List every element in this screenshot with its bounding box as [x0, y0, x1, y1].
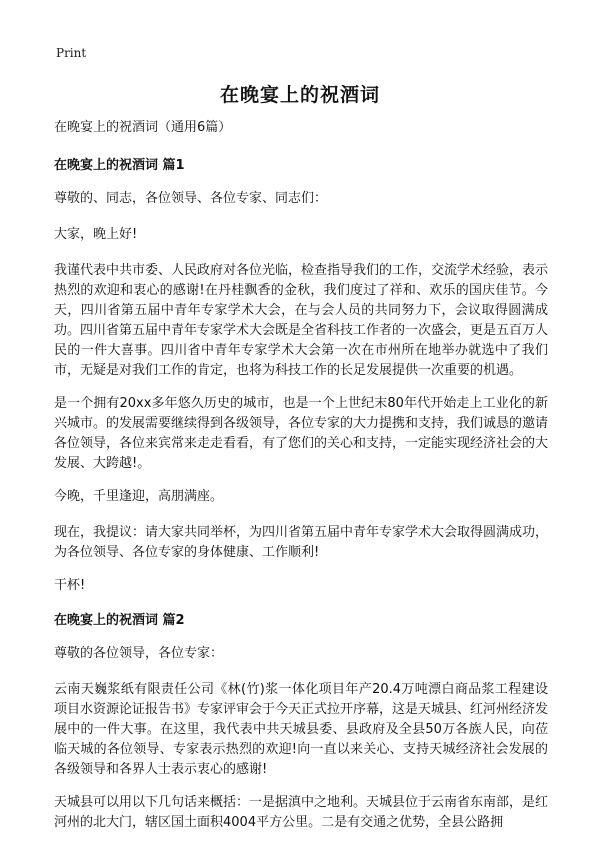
paragraph: 天城县可以用以下几句话来概括：一是据滇中之地利。天城县位于云南省东南部，是红河州的北大门，辖区国土面积4004平方公里。二是有交通之优势，全县公路拥 [54, 795, 549, 830]
paragraph: 尊敬的各位领导，各位专家： [54, 646, 224, 661]
document-body [54, 119, 548, 846]
document-subtitle: 在晚宴上的祝酒词（通用6篇） [54, 120, 232, 135]
print-link[interactable]: Print [56, 46, 87, 60]
paragraph: 尊敬的、同志，各位领导、各位专家、同志们： [54, 191, 328, 206]
paragraph: 今晚，千里逢迎，高朋满座。 [54, 489, 224, 504]
paragraph: 大家，晚上好! [54, 227, 138, 242]
section-1 [54, 157, 548, 596]
paragraph: 云南天巍浆纸有限责任公司《林(竹)浆一体化项目年产20.4万吨漂白商品浆工程建设项目水资源论证报告书》专家评审会于今天正式拉开序幕，这是天城县、红河州经济发展中的一件大事。在这里，我代表中共天城县委、县政府及全县50万各族人民，向莅临天城的各位领导、专家表示热烈的欢迎!向一直以来关心、支持天城经济社会发展的各级领导和各界人士表示衷心的感谢! [54, 682, 549, 777]
page-title: 在晚宴上的祝酒词 [219, 84, 380, 106]
paragraph: 干杯! [54, 578, 86, 593]
paragraph: 是一个拥有20xx多年悠久历史的城市，也是一个上世纪末80年代开始走上工业化的新兴城市。的发展需要继续得到各级领导，各位专家的大力提携和支持，我们诚恳的邀请各位领导，各位来宾常来走走看看，有了您们的关心和支持，一定能实现经济社会的大发展、大跨越!。 [54, 396, 549, 471]
section-heading: 在晚宴上的祝酒词 篇1 [54, 158, 185, 173]
paragraph: 我谨代表中共市委、人民政府对各位光临，检查指导我们的工作，交流学术经验，表示热烈的欢迎和衷心的感谢!在丹桂飘香的金秋，我们度过了祥和、欢乐的国庆佳节。今天，四川省第五届中青年专家学术大会，在与会人员的共同努力下，会议取得圆满成功。四川省第五届中青年专家学术大会既是全省科技工作者的一次盛会，更是五百万人民的一件大喜事。四川省中青年专家学术大会第一次在市州所在地举办就选中了我们市，无疑是对我们工作的肯定，也将为科技工作的长足发展提供一次重要的机遇。 [54, 263, 549, 378]
paragraph: 现在，我提议：请大家共同举杯，为四川省第五届中青年专家学术大会取得圆满成功，为各位领导、各位专家的身体健康、工作顺利! [54, 525, 549, 560]
section-heading: 在晚宴上的祝酒词 篇2 [54, 613, 185, 628]
section-2 [54, 612, 548, 833]
